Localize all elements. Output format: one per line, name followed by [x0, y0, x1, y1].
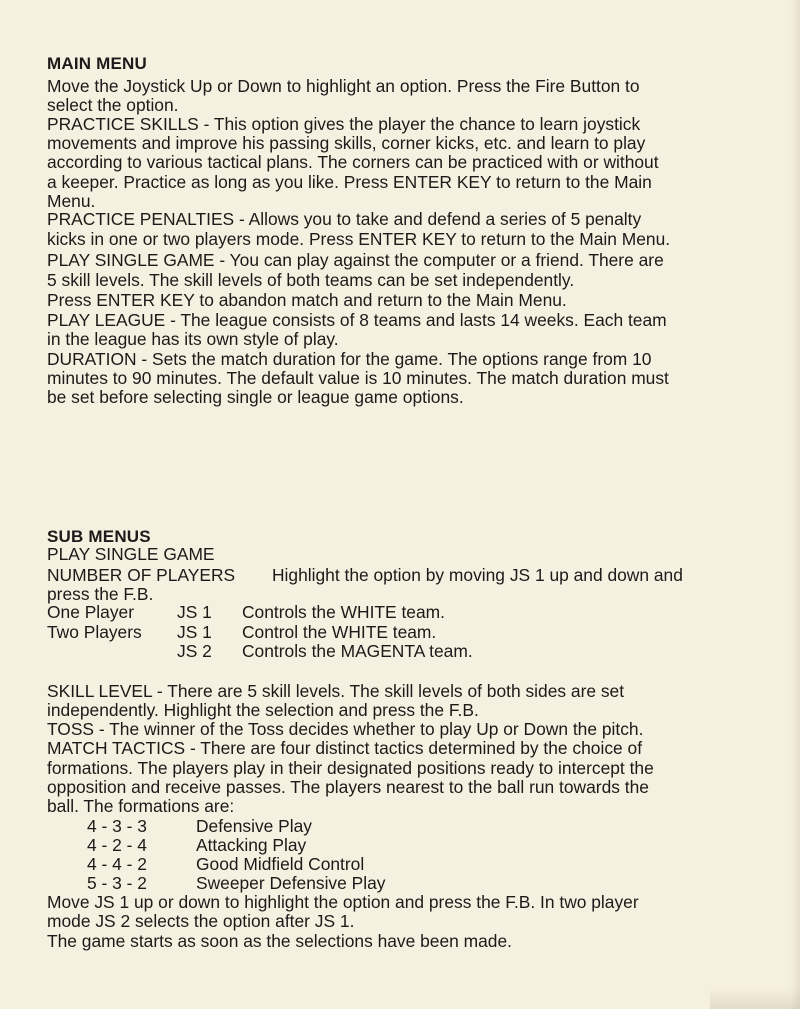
number-of-players-text-cont: press the F.B.	[47, 584, 154, 604]
sub-menu-line: MATCH TACTICS - There are four distinct tactics determined by the choice of	[47, 738, 643, 758]
sub-menus-heading: SUB MENUS	[47, 527, 151, 546]
sub-menu-closing-line: Move JS 1 up or down to highlight the option and press the F.B. In two player	[47, 892, 639, 912]
sub-menu-line: independently. Highlight the selection and press the F.B.	[47, 700, 479, 720]
formation-desc: Defensive Play	[196, 816, 312, 836]
main-menu-line: according to various tactical plans. The corners can be practiced with or without	[47, 152, 659, 172]
main-menu-line: PRACTICE PENALTIES - Allows you to take and defend a series of 5 penalty	[47, 209, 642, 229]
player-control-desc: Control the WHITE team.	[242, 622, 437, 642]
main-menu-line: kicks in one or two players mode. Press ENTER KEY to return to the Main Menu.	[47, 229, 671, 249]
main-menu-heading: MAIN MENU	[47, 54, 148, 73]
player-joystick: JS 2	[177, 641, 212, 661]
player-mode: One Player	[47, 602, 134, 622]
sub-menu-line: formations. The players play in their designated positions ready to intercept the	[47, 758, 654, 778]
formation-desc: Sweeper Defensive Play	[196, 873, 386, 893]
sub-menu-line: TOSS - The winner of the Toss decides whether to play Up or Down the pitch.	[47, 719, 644, 739]
main-menu-line: PLAY SINGLE GAME - You can play against the computer or a friend. There are	[47, 250, 664, 270]
main-menu-line: Move the Joystick Up or Down to highlight an option. Press the Fire Button to	[47, 76, 640, 96]
formation-shape: 4 - 3 - 3	[87, 816, 147, 836]
number-of-players-text: Highlight the option by moving JS 1 up and down and	[272, 565, 683, 585]
main-menu-line: a keeper. Practice as long as you like. Press ENTER KEY to return to the Main	[47, 172, 652, 192]
formation-shape: 4 - 4 - 2	[87, 854, 147, 874]
player-control-desc: Controls the MAGENTA team.	[242, 641, 473, 661]
number-of-players-label: NUMBER OF PLAYERS	[47, 565, 236, 585]
main-menu-line: movements and improve his passing skills, corner kicks, etc. and learn to play	[47, 133, 646, 153]
formation-desc: Good Midfield Control	[196, 854, 365, 874]
player-mode: Two Players	[47, 622, 142, 642]
main-menu-line: DURATION - Sets the match duration for the game. The options range from 10	[47, 349, 652, 369]
formation-desc: Attacking Play	[196, 835, 307, 855]
sub-menu-line: opposition and receive passes. The players nearest to the ball run towards the	[47, 777, 649, 797]
main-menu-line: in the league has its own style of play.	[47, 329, 339, 349]
player-joystick: JS 1	[177, 602, 212, 622]
play-single-game-title: PLAY SINGLE GAME	[47, 544, 215, 564]
formation-shape: 4 - 2 - 4	[87, 835, 147, 855]
sub-menu-line: SKILL LEVEL - There are 5 skill levels. The skill levels of both sides are set	[47, 681, 625, 701]
sub-menu-line: ball. The formations are:	[47, 796, 235, 816]
formation-shape: 5 - 3 - 2	[87, 873, 147, 893]
main-menu-line: minutes to 90 minutes. The default value is 10 minutes. The match duration must	[47, 368, 669, 388]
main-menu-line: Menu.	[47, 191, 96, 211]
main-menu-line: Press ENTER KEY to abandon match and return to the Main Menu.	[47, 290, 567, 310]
page-edge-shadow	[790, 0, 800, 1009]
main-menu-line: 5 skill levels. The skill levels of both teams can be set independently.	[47, 270, 575, 290]
main-menu-line: be set before selecting single or league game options.	[47, 387, 464, 407]
sub-menu-closing-line: The game starts as soon as the selections have been made.	[47, 931, 512, 951]
main-menu-line: select the option.	[47, 95, 179, 115]
sub-menu-closing-line: mode JS 2 selects the option after JS 1.	[47, 911, 355, 931]
player-joystick: JS 1	[177, 622, 212, 642]
main-menu-line: PRACTICE SKILLS - This option gives the player the chance to learn joystick	[47, 114, 641, 134]
main-menu-line: PLAY LEAGUE - The league consists of 8 teams and lasts 14 weeks. Each team	[47, 310, 667, 330]
player-control-desc: Controls the WHITE team.	[242, 602, 445, 622]
page-corner-shadow	[710, 987, 800, 1009]
